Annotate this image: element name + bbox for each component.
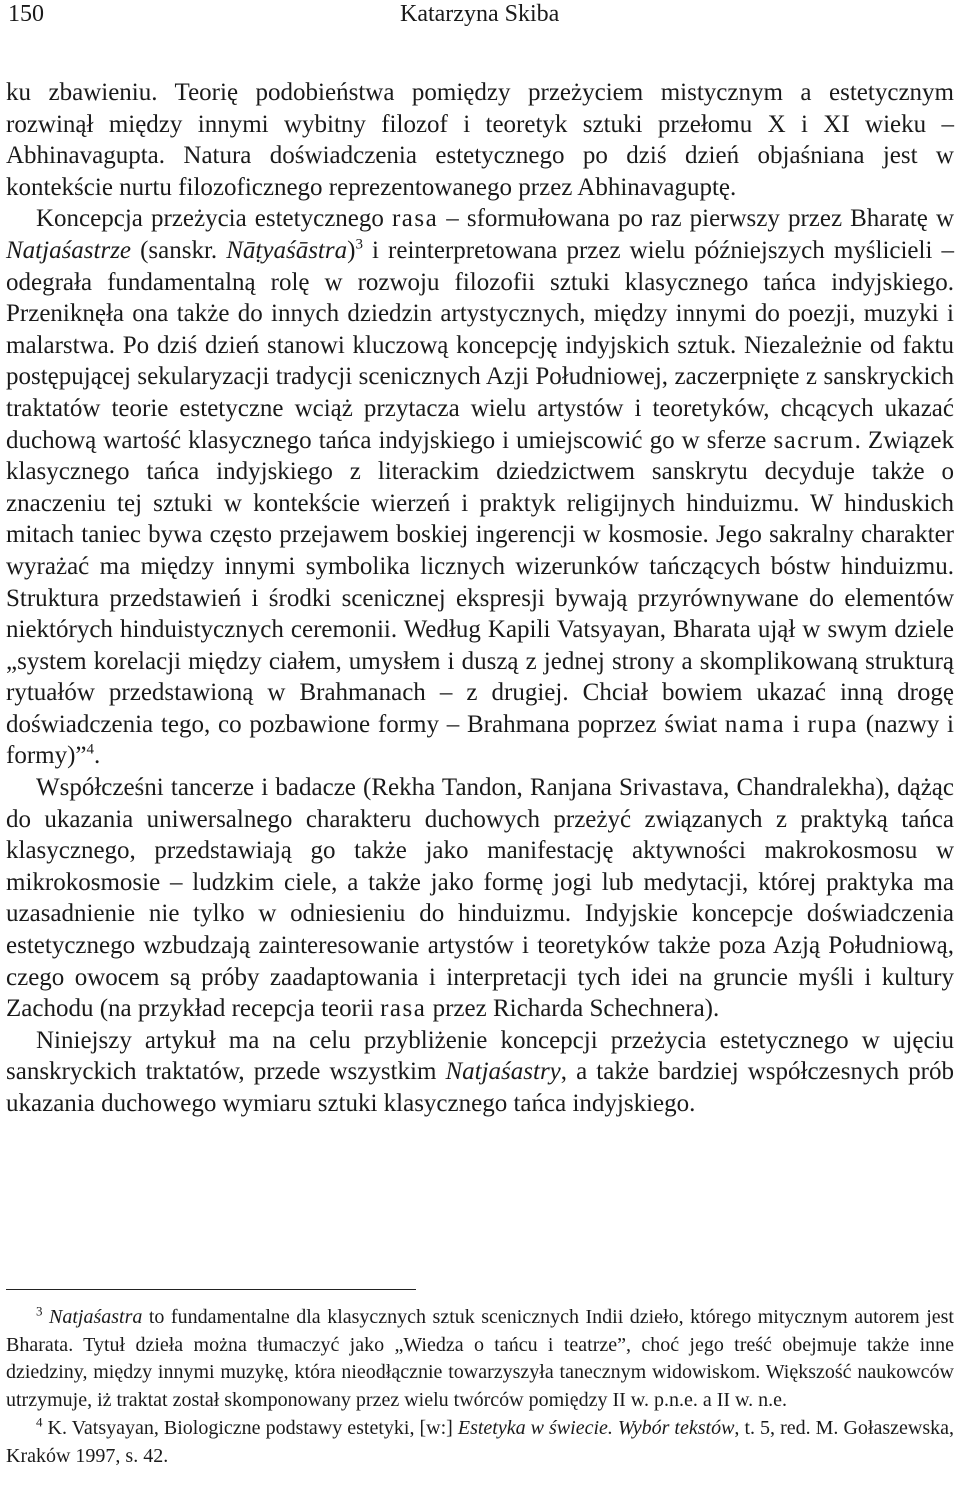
term-rasa: rasa <box>380 995 427 1023</box>
title-natjasastra: Natjaśastrze <box>6 236 132 264</box>
footnote-ref-4[interactable]: 4 <box>86 742 95 759</box>
term-nama: nama <box>724 710 786 738</box>
paragraph-text: (nazwy i formy)” <box>6 710 954 770</box>
paragraph-text: . Związek klasycznego tańca indyjskiego z literackim dziedzictwem sanskrytu decyduje także o znaczeniu tej sztuki w kontekście wierzeń i praktyk religijnych hinduizmu. W hinduskich mitach taniec bywa często przejawem boskiej ingerencji w kosmosie. Jego sakralny charakter wyrażać ma między innymi symbolika licznych wizerunków tańczących bóstw hinduizmu. Struktura przedstawień i środki scenicznej ekspresji bywają przyrównywane do elementów niektórych hinduistycznych ceremonii. Według Kapili Vatsyayan, Bharata ujął w swym dziele „system korelacji między ciałem, umysłem i duszą z jednej strony a skomplikowaną strukturą rytuałów przedstawioną w Brahmanach – z drugiej. Chciał bowiem ukazać inną drogę doświadczenia tego, co pozbawione formy – Brahmana poprzez świat <box>6 426 954 738</box>
title-natyasastra: Nāṭyaśāstra <box>226 236 348 264</box>
running-title: Katarzyna Skiba <box>400 1 560 27</box>
paragraph-text: przez Richarda Schechnera). <box>426 995 720 1023</box>
paragraph-2 <box>6 203 954 772</box>
page-header <box>0 0 960 40</box>
page-number: 150 <box>8 1 44 27</box>
footnote-4 <box>6 1415 954 1470</box>
footnote-separator <box>6 1289 416 1290</box>
paragraph-1 <box>6 77 954 203</box>
footnote-text: to fundamentalne dla klasycznych sztuk scenicznych Indii dzieło, którego mitycznym autorem jest Bharata. Tytuł dzieła można tłumaczyć jako „Wiedza o tańcu i teatrze”, choć jego treść obejmuje także inne dziedziny, między innymi muzykę, która nieodłącznie towarzyszyła tanecznym widowiskom. Większość naukowców utrzymuje, iż traktat został skomponowany przez wielu twórców pomiędzy II w. p.n.e. a II w. n.e. <box>6 1306 954 1412</box>
footnotes <box>6 1304 954 1470</box>
footnote-ref-3[interactable]: 3 <box>355 236 363 253</box>
paragraph-text: i <box>785 710 808 738</box>
footnote-number: 4 <box>36 1414 43 1430</box>
article-body <box>6 77 954 1120</box>
paragraph-text: , a także bardziej współczesnych prób ukazania duchowego wymiaru sztuki klasycznego tańca indyjskiego. <box>6 1058 954 1117</box>
footnote-number: 3 <box>36 1303 43 1319</box>
paragraph-text: Koncepcja przeżycia estetycznego <box>36 205 392 233</box>
paragraph-text: Współcześni tancerze i badacze (Rekha Tandon, Ranjana Srivastava, Chandralekha), dążąc do ukazania uniwersalnego charakteru duchowych przeżyć związanych z praktyką tańca klasycznego, przedstawiają go także jako manifestację aktywności makrokosmosu w mikrokosmosie – ludzkim ciele, a także jako formę jogi lub medytacji, której praktyka ma uzasadnienie nie tylko w odniesieniu do hinduizmu. Indyjskie koncepcje doświadczenia estetycznego wzbudzają zainteresowanie artystów i teoretyków także poza Azją Południową, czego owocem są próby zaadaptowania i interpretacji tych idei na gruncie myśli i kultury Zachodu (na przykład recepcja teorii <box>6 774 954 1023</box>
paragraph-3 <box>6 772 954 1025</box>
paragraph-text: ) <box>347 236 356 264</box>
paragraph-text: . <box>94 742 101 770</box>
term-rupa: rupa <box>807 710 858 738</box>
footnote-text: K. Vatsyayan, Biologiczne podstawy estetyki, [w:] <box>47 1416 458 1439</box>
footnote-book-title: Estetyka w świecie. Wybór tekstów <box>457 1416 735 1439</box>
footnote-title: Natjaśastra <box>49 1306 143 1328</box>
paragraph-text: – sformułowana po raz pierwszy przez Bharatę w <box>438 205 954 233</box>
title-natjasastry: Natjaśastry <box>445 1058 561 1086</box>
paragraph-text: i reinterpretowana przez wielu późniejszych myślicieli – odegrała fundamentalną rolę w rozwoju filozofii sztuki klasycznego tańca indyjskiego. Przeniknęła ona także do innych dziedzin artystycznych, między innymi do poezji, muzyki i malarstwa. Po dziś dzień stanowi kluczową koncepcję indyjskich sztuk. Niezależnie od faktu postępującej sekularyzacji tradycji scenicznych Azji Południowej, zaczerpnięte z sanskryckich traktatów teorie estetyczne wciąż przytacza wielu artystów i teoretyków, chcących ukazać duchową wartość klasycznego tańca indyjskiego i umiejscowić go w sferze <box>6 236 954 454</box>
paragraph-text: (sanskr. <box>131 236 227 264</box>
term-rasa: rasa <box>391 205 439 233</box>
footnote-3 <box>6 1304 954 1415</box>
term-sacrum: sacrum <box>773 426 855 454</box>
footnote-text: , t. 5, red. M. Gołaszewska, Kraków 1997, s. 42. <box>6 1416 954 1467</box>
paragraph-text: ku zbawieniu. Teorię podobieństwa pomiędzy przeżyciem mistycznym a estetycznym rozwinął między innymi wybitny filozof i teoretyk sztuki przełomu X i XI wieku – Abhinavagupta. Natura doświadczenia estetycznego po dziś dzień objaśniana jest w kontekście nurtu filozoficznego reprezentowanego przez Abhinavaguptę. <box>6 79 954 201</box>
paragraph-text: Niniejszy artykuł ma na celu przybliżenie koncepcji przeżycia estetycznego w ujęciu sanskryckich traktatów, przede wszystkim <box>6 1026 954 1086</box>
paragraph-4 <box>6 1025 954 1120</box>
